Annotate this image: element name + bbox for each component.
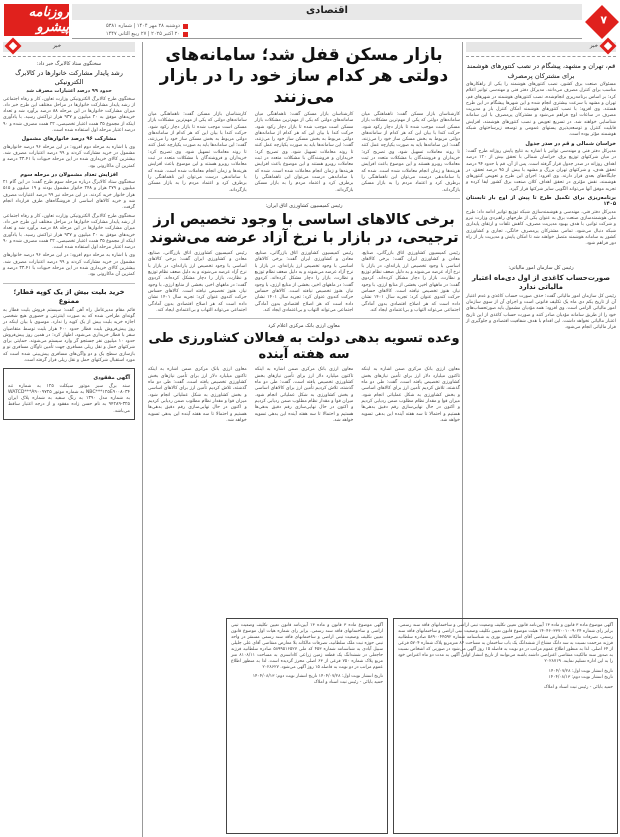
legal-notice-box: آگهی موضوع ماده ۳ قانون و ماده ۱۳ آیین‌نامه قانون تعیین تکلیف وضعیت ثبتی اراضی و ساختمانهای فاقد سند رسمی. برابر رای شماره هیات اول موضوع قانون تعیین تکلیف وضعیت ثبتی اراضی و ساختمانهای فاقد سند رسمی مستقر در واحد ثبتی حوزه ثبت ملک سلطانیه، تصرفات مالکانه بلا معارض متقاضی آقای علی جلیلی سبیل آبادی به شناسنامه شماره ۴۵۳ کد ملی ۵۸۹۹۵۱۶۵۲۷ صادره سلطانیه فرزند حاجعلی در ششدانگ یک قطعه زمین زراعی کاداستری به مساحت ۸۱۰۸/۱۱ متر مربع پلاک شماره ۷۵۰ فرعی از ۶۳ اصلی محرز گردیده است. لذا به منظور اطلاع عموم مراتب در دو نوبت به فاصله ۱۵ روز آگهی می‌شود. ۲۰۲۸۶۲۷ تاریخ انتشار نوبت اول: ۱۴۰۴/۰۷/۲۸ تاریخ انتشار نوبت دوم: ۱۴۰۴/۰۸/۱۳ حمید بابائی - رئیس ثبت اسناد و املاک bbox=[226, 618, 388, 834]
article-body: معاون ارزی بانک مرکزی ضمن اشاره به اینکه تاکنون میلیارد دلار ارز برای تأمین نیازهای بخش کشاورزی تخصیص یافته است، گفت: طی دو ماه گذشته، تلاش کردیم تأمین ارز برای کالاهای اساسی و بخش کشاورزی به شکل عملیاتی انجام شود. میزان قوا و مقدار نظام مطلوب ضمن ردیابی کردیم و اکنون در حال نهایی‌سازی رقم دقیق بدهی‌ها هستیم و احتمالا تا سه هفته آینده این بدهی تسویه خواهد شد. bbox=[361, 367, 460, 423]
divider bbox=[466, 56, 616, 57]
newspaper-logo: روزنامه پیشرو bbox=[4, 4, 69, 36]
article-body: سخنگوی ستاد کالابرگ درباره مرحله سوم طرح گفت: در این گام ۲۱ میلیون و ۲۷۹ هزار و ۲۴۸ خانوار مشمول بودند و ۱۹ میلیون و ۵۱۵ هزار خانوار خرید کردند. در این مرحله نیز ۹۹ درصد اعتبارات مصرف شد و خرید کالاهای اساسی از فروشگاه‌های طرف قرارداد انجام گرفت. bbox=[3, 180, 135, 211]
issue-date-line-2: ۲۰ اکتبر ۲۰۲۵ | ۲۷ ربیع الثانی ۱۴۴۷ bbox=[105, 31, 180, 37]
section-bar bbox=[72, 4, 582, 20]
article-body: مدیرکل دفتر فنی، مهندسی و هوشمندسازی شبکه توزیع توانیر ادامه داد: طرح ملی هوشمندسازی صنعت برق به عنوان یکی از طرحهای راهبردی وزارت نیرو و شرکت توانیر، با هدف بهبود مدیریت مصرف، کاهش تلفات و ارتقای پایداری شبکه دنبال می‌شود. تمامی مشترکان پرمصرف خانگی، تجاری و کشاورزی کشور به سامانه هوشمند متصل خواهند شد تا امکان پایش و مدیریت بار از راه دور فراهم شود. bbox=[466, 209, 616, 247]
ad-body: سند برگ سبز موتور سیکلت ۱۲۵ به شماره تنه NBC***۱۲۵E۹۰۰۸۰۳۴ به شماره موتور WATCD***A۹۰۰۹۷۲۵ به شماره مدل ۱۳۹۰ به رنگ سفید به شماره پلاک ایران ۳۲۵-۹۴۲۸۹ به نام حسن زاده مفقود و از درجه اعتبار ساقط می‌باشد. bbox=[8, 383, 130, 414]
article-headline: قم، تهران و مشهد، پیشگام در نصب کنتورهای هوشمند برای مشترکان پرمصرف bbox=[466, 62, 616, 80]
article-body: معاون ارزی بانک مرکزی ضمن اشاره به اینکه تاکنون میلیارد دلار ارز برای تأمین نیازهای بخش کشاورزی تخصیص یافته است، گفت: طی دو ماه گذشته، تلاش کردیم تأمین ارز برای کالاهای اساسی و بخش کشاورزی به شکل عملیاتی انجام شود. میزان قوا و مقدار نظام مطلوب ضمن ردیابی کردیم و اکنون در حال نهایی‌سازی رقم دقیق بدهی‌ها هستیم و احتمالا تا سه هفته آینده این بدهی تسویه خواهد شد. bbox=[254, 367, 354, 423]
news-label: خبر bbox=[589, 43, 598, 49]
article-body: رئیس کمیسیون کشاورزی اتاق بازرگانی، صنایع، معادن و کشاورزی ایران گفت: برخی کالاهای اساسی با وجود تخصیص ارز یارانه‌ای، در بازار با نرخ آزاد عرضه می‌شوند و به دلیل ضعف نظام توزیع و نظارت، بازار را دچار مشکل کرده‌اند. کردوی گفت: در ماههای اخیر، بخشی از منابع ارزی، با وجود نیاز، هنوز تخصیص نیافته است. کالاهای حساس حرکت کندوی عنوان کرد: تجربه سال ۱۴۰۱ نشان داده است که هر اصلاح اقتصادی بدون آمادگی اجتماعی می‌تواند التهاب و بی‌اعتمادی ایجاد کند. bbox=[148, 251, 247, 313]
divider bbox=[148, 318, 460, 319]
article-body: رئیس کمیسیون کشاورزی اتاق بازرگانی، صنایع، معادن و کشاورزی ایران گفت: برخی کالاهای اساسی با وجود تخصیص ارز یارانه‌ای، در بازار با نرخ آزاد عرضه می‌شوند و به دلیل ضعف نظام توزیع و نظارت، بازار را دچار مشکل کرده‌اند. کردوی گفت: در ماههای اخیر، بخشی از منابع ارزی، با وجود نیاز، هنوز تخصیص نیافته است. کالاهای حساس حرکت کندوی عنوان کرد: تجربه سال ۱۴۰۱ نشان داده است که هر اصلاح اقتصادی بدون آمادگی اجتماعی می‌تواند التهاب و بی‌اعتمادی ایجاد کند. bbox=[361, 251, 460, 313]
article-body: کارشناسان بازار مسکن گفت: ناهماهنگی میان سامانه‌های دولتی که یکی از مهم‌ترین مشکلات بازار مسکن است موجب شده تا بازار دچار رکود شود. حرکت کندا با بیان این که هر کدام از سامانه‌های دولتی مربوط به بخش مسکن ساز خود را می‌زنند، گفت: این سامانه‌ها باید به صورت یکپارچه عمل کنند تا روند معاملات تسهیل شود. وی تصریح کرد: خریداران و فروشندگان با مشکلات متعدد در ثبت معاملات روبرو هستند و این موضوع باعث افزایش هزینه‌ها و زمان انجام معاملات شده است. شده که با ساماندهی درست می‌توان این ناهماهنگی را برطرف کرد و اعتماد مردم را به بازار مسکن بازگرداند. bbox=[254, 112, 354, 193]
issue-info bbox=[78, 22, 188, 38]
article-body: کارشناسان بازار مسکن گفت: ناهماهنگی میان سامانه‌های دولتی که یکی از مهم‌ترین مشکلات بازار مسکن است موجب شده تا بازار دچار رکود شود. حرکت کندا با بیان این که هر کدام از سامانه‌های دولتی مربوط به بخش مسکن ساز خود را می‌زنند، گفت: این سامانه‌ها باید به صورت یکپارچه عمل کنند تا روند معاملات تسهیل شود. وی تصریح کرد: خریداران و فروشندگان با مشکلات متعدد در ثبت معاملات روبرو هستند و این موضوع باعث افزایش هزینه‌ها و زمان انجام معاملات شده است. شده که با ساماندهی درست می‌توان این ناهماهنگی را برطرف کرد و اعتماد مردم را به بازار مسکن بازگرداند. bbox=[361, 112, 460, 193]
article-kicker: رئیس کل سازمان امور مالیاتی: bbox=[508, 265, 574, 272]
lost-document-ad bbox=[3, 368, 135, 420]
page-header bbox=[0, 0, 620, 40]
section-title: اقتصادی bbox=[306, 5, 348, 16]
article-deck: حدود ۹۹ درصد اعتبارات مصرف شد bbox=[26, 88, 112, 95]
article-headline: خرید بلیت بیش از یک کوپه قطار؛ ممنوع bbox=[13, 287, 125, 305]
lead-headline: بازار مسکن قفل شد؛ سامانه‌های دولتی هر کدام ساز خود را در بازار می‌زنند bbox=[159, 45, 449, 107]
article-kicker: رئیس کمیسیون کشاورزی اتاق ایران: bbox=[265, 202, 343, 209]
red-square-icon bbox=[183, 32, 188, 37]
article-body-columns bbox=[148, 251, 460, 314]
article-body-columns bbox=[148, 367, 460, 424]
article-body: قائم مقام مدیرعامل راه آهن گفت: سیستم فروش بلیت قطار به گونه‌ای طراحی شده که به صورت اینترنتی و حضوری هیچ شخصی اجازه خرید بلیت بیش از یک کوپه را ندارد. موسوی با بیان اینکه در روز پیش‌فروش بلیت قطار حدود ۴۰۰ هزار بلیت توسط متقاضیان سفر با قطار خریداری می‌شود، اظهار کرد: در همین روز پیش‌فروش حدود ۱۰ میلیون نفر جستجو گر وارد سیستم می‌شوند. حمایتی برای شرکتهای حمل و نقل ریلی مسافری جهت تأمین ناوگان مسافری نو و بازسازی سطح یک و دو واگن‌های مسافری پیش‌بینی شده است که مورد استقبال شرکتهای حمل و نقل ریلی قرار گرفته است. bbox=[3, 307, 136, 363]
subheading: افزایش تعداد مشمولان در مرحله سوم bbox=[20, 171, 118, 178]
article-body-columns bbox=[148, 112, 460, 194]
news-label-bar bbox=[466, 42, 616, 52]
diamond-marker-icon bbox=[5, 38, 22, 55]
article-headline: رشد پایدار مشارکت خانوارها در کالابرگ الکترونیکی bbox=[15, 69, 123, 86]
article-headline: صورت‌حساب کاغذی از اول دی‌ماه اعتبار مالیاتی ندارد bbox=[471, 273, 611, 291]
middle-column bbox=[148, 42, 460, 424]
article-body: سخنگوی طرح کالابرگ الکترونیکی وزارت تعاون، کار و رفاه اجتماعی از رشد پایدار مشارکت خانوارها در مراحل مختلف این طرح خبر داد. میزان مشارکت خانوارها در این مرحله ۸۸ درصد برآورد شد و تعداد خریدهای موفق به ۲۰ میلیون و ۹۳۷ هزار تراکنش رسید. با یادآوری اینکه از مجموع ۳۵ همت اعتبار تخصیصی، ۲۲ همت مصرف شده و ۹۰ درصد اعتبار مرحله اول استفاده شده است. bbox=[3, 213, 136, 251]
divider bbox=[148, 198, 460, 199]
article-body: معاون ارزی بانک مرکزی ضمن اشاره به اینکه تاکنون میلیارد دلار ارز برای تأمین نیازهای بخش کشاورزی تخصیص یافته است، گفت: طی دو ماه گذشته، تلاش کردیم تأمین ارز برای کالاهای اساسی و بخش کشاورزی به شکل عملیاتی انجام شود. میزان قوا و مقدار نظام مطلوب ضمن ردیابی کردیم و اکنون در حال نهایی‌سازی رقم دقیق بدهی‌ها هستیم و احتمالا تا سه هفته آینده این بدهی تسویه خواهد شد. bbox=[148, 367, 247, 423]
legal-notices bbox=[148, 618, 618, 834]
news-label: خبر bbox=[53, 43, 62, 49]
subheading: خراسان شمالی و قم در صدر جدول bbox=[525, 140, 616, 147]
subheading: برنامه‌ریزی برای تکمیل طرح تا پیش از اوج بار تابستان ۱۴۰۵ bbox=[466, 195, 616, 208]
article-headline: برخی کالاهای اساسی با وجود تخصیص ارز ترجیحی، در بازار با نرخ آزاد عرضه می‌شوند bbox=[149, 212, 459, 247]
red-square-icon bbox=[183, 24, 188, 29]
left-column bbox=[3, 42, 135, 420]
legal-notice-box: آگهی موضوع ماده ۳ قانون و ماده ۱۳ آیین‌نامه قانون تعیین تکلیف وضعیت ثبتی اراضی و ساختمانهای فاقد سند رسمی. برابر رای شماره ۱۴۰۴۶۰۳۳۷۰۰۱۰۰۹۰۲۴ هیئت موضوع قانون تعیین تکلیف وضعیت ثبتی اراضی و ساختمانهای فاقد سند رسمی، تصرفات مالکانه بلامعارض متقاضی آقای امیر حسین نوری به شناسنامه شماره ۵۸۹۰۰۴۴۵۹۲ صادره سلطانیه فرزند مرحمت نسبت به سه دانگ مشاع از ششدانگ یک باب ساختمان به مساحت ۸۴ مترمربع پلاک شماره ۵۷۰۴ فرعی از ۶۴ اصلی. لذا به منظور اطلاع عموم مراتب در دو نوبت به فاصله ۱۵ روز آگهی می‌شود در صورتی که اشخاص نسبت به صدور سند مالکیت متقاضی اعتراضی داشته باشند می‌توانند از تاریخ انتشار اولین آگهی به مدت دو ماه اعتراض خود را به این اداره تسلیم نمایند. ۲۰۲۸۷۱۹ تاریخ انتشار نوبت اول: ۱۴۰۴/۰۷/۲۸ تاریخ انتشار نوبت دوم: ۱۴۰۴/۰۸/۱۳ حمید بابائی - رئیس ثبت اسناد و املاک bbox=[393, 618, 618, 834]
page-number-badge: ۷ bbox=[585, 5, 619, 39]
diamond-marker-icon bbox=[600, 38, 617, 55]
article-body: رئیس کمیسیون کشاورزی اتاق بازرگانی، صنایع، معادن و کشاورزی ایران گفت: برخی کالاهای اساسی با وجود تخصیص ارز یارانه‌ای، در بازار با نرخ آزاد عرضه می‌شوند و به دلیل ضعف نظام توزیع و نظارت، بازار را دچار مشکل کرده‌اند. کردوی گفت: در ماههای اخیر، بخشی از منابع ارزی، با وجود نیاز، هنوز تخصیص نیافته است. کالاهای حساس حرکت کندوی عنوان کرد: تجربه سال ۱۴۰۱ نشان داده است که هر اصلاح اقتصادی بدون آمادگی اجتماعی می‌تواند التهاب و بی‌اعتمادی ایجاد کند. bbox=[254, 251, 354, 313]
divider bbox=[3, 56, 135, 57]
article-body: وی با اشاره به مرحله دوم افزود: در این مرحله ۹۶ درصد خانوارهای مشمول در خرید مشارکت کردند و ۹۹ درصد اعتبارات مصرف شد. بیشترین کالای خریداری شده در این مرحله حبوبات با ۳۳.۴۱ درصد و کمترین آن ماکارونی بود. bbox=[3, 144, 136, 169]
subheading: مشارکت ۹۶ درصد خانوارهای مشمول bbox=[21, 136, 117, 143]
issue-date-line: دوشنبه ۲۸ مهر ۱۴۰۴ | شماره ۵۳۸۱ bbox=[105, 23, 180, 29]
article-body: مسئولان صنعت برق کشور، نصب کنتورهای هوشمند را یکی از راهکارهای مناسب برای کنترل مصرف می‌دانند. مدیرکل دفتر فنی و مهندسی توانیر اعلام کرد: بر اساس برنامه‌ریزی انجام‌شده، نصب کنتورهای هوشمند در شهرهای قم، تهران و مشهد با سرعت بیشتری انجام شده و این شهرها پیشگام در این طرح هستند. وی افزود: با نصب کنتورهای هوشمند امکان کنترل بار و مدیریت مصرف در ساعات اوج فراهم می‌شود و مشترکان پرمصرف با این سامانه شناسایی خواهند شد. در تسریع تعویض و نصب کنتورهای هوشمند، افزایش قابلیت کنترل و توسعه‌پذیری پستهای عمومی و توسعه زیرساختهای شبکه هوشمند مؤثر بوده است. bbox=[466, 82, 616, 138]
article-body: مدیرکل دفتر فنی و مهندسی توانیر با اشاره به نتایج پایش روزانه طرح گفت: در میان شرکتهای توزیع برق، خراسان شمالی با تحقق بیش از ۱۲۰ درصد اهداف روزانه در صدر جدول قرار گرفته است. پس از آن، قم با حدود ۹۴ درصد تحقق هدف، و شرکتهای تهران بزرگ و مشهد با بیش از ۹۵ درصد تحقق، در جایگاه‌های بعدی قرار دارند. وی افزود: اجرای این طرح و تعویض کنتورهای هوشمند، نقش مؤثری در تحقق اهداف کلان صنعت برق کشور ایفا کرده و تجربه موفق آنها می‌تواند الگویی سایر شرکتها قرار گیرد. bbox=[466, 148, 616, 192]
column-divider bbox=[142, 42, 143, 837]
article-headline: وعده تسویه بدهی دولت به فعالان کشاورزی طی سه هفته آینده bbox=[148, 331, 460, 363]
article-kicker: سخنگوی ستاد کالابرگ خبر داد: bbox=[36, 61, 102, 67]
divider bbox=[72, 38, 582, 39]
column-divider bbox=[462, 42, 463, 654]
divider bbox=[3, 283, 135, 284]
article-body: وی با اشاره به مرحله دوم افزود: در این مرحله ۹۶ درصد خانوارهای مشمول در خرید مشارکت کردند و ۹۹ درصد اعتبارات مصرف شد. بیشترین کالای خریداری شده در این مرحله حبوبات با ۳۳.۴۱ درصد و کمترین آن ماکارونی بود. bbox=[3, 253, 136, 278]
news-label-bar bbox=[3, 42, 135, 52]
article-kicker: معاون ارزی بانک مرکزی اعلام کرد bbox=[268, 323, 340, 330]
article-body: سخنگوی طرح کالابرگ الکترونیکی وزارت تعاون، کار و رفاه اجتماعی از رشد پایدار مشارکت خانوارها در مراحل مختلف این طرح خبر داد. میزان مشارکت خانوارها در این مرحله ۸۸ درصد برآورد شد و تعداد خریدهای موفق به ۲۰ میلیون و ۹۳۷ هزار تراکنش رسید. با یادآوری اینکه از مجموع ۳۵ همت اعتبار تخصیصی، ۲۲ همت مصرف شده و ۹۰ درصد اعتبار مرحله اول استفاده شده است. bbox=[3, 96, 136, 134]
ad-title: آگهی مفقودی bbox=[93, 375, 130, 382]
article-body: کارشناسان بازار مسکن گفت: ناهماهنگی میان سامانه‌های دولتی که یکی از مهم‌ترین مشکلات بازار مسکن است موجب شده تا بازار دچار رکود شود. حرکت کندا با بیان این که هر کدام از سامانه‌های دولتی مربوط به بخش مسکن ساز خود را می‌زنند، گفت: این سامانه‌ها باید به صورت یکپارچه عمل کنند تا روند معاملات تسهیل شود. وی تصریح کرد: خریداران و فروشندگان با مشکلات متعدد در ثبت معاملات روبرو هستند و این موضوع باعث افزایش هزینه‌ها و زمان انجام معاملات شده است. شده که با ساماندهی درست می‌توان این ناهماهنگی را برطرف کرد و اعتماد مردم را به بازار مسکن بازگرداند. bbox=[148, 112, 247, 193]
right-column bbox=[466, 42, 616, 334]
article-body: رئیس کل سازمان امور مالیاتی گفت: حذف صورت حساب کاغذی و عدم اعتبار آن از تاریخ یکم دی ماه یک تکلیف قانونی است و اجرای آن از سوی سازمان امور مالیاتی الزامی است. وی افزود: همه مؤدیان مشمول باید صورتحساب‌های خود را از طریق سامانه مؤدیان صادر کنند و صورت حساب کاغذی از این تاریخ اعتبار مالیاتی نخواهد داشت. این اقدام با هدف شفافیت اقتصادی و جلوگیری از فرار مالیاتی انجام می‌شود. bbox=[466, 293, 616, 331]
